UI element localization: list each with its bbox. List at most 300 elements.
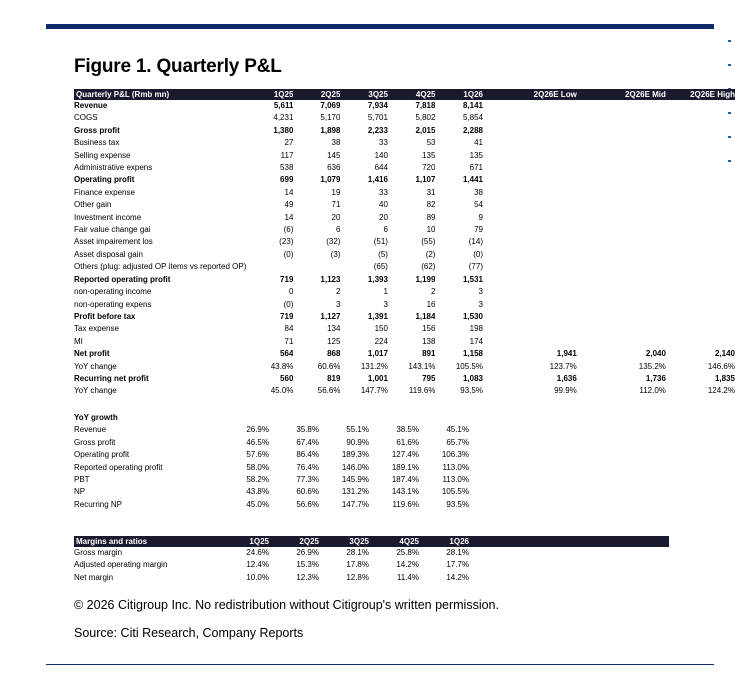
row-value: (32) xyxy=(326,237,341,247)
row-value: (0) xyxy=(283,249,294,259)
row-value xyxy=(483,162,577,174)
row-value xyxy=(666,125,735,137)
header-period: 4Q25 xyxy=(388,89,436,100)
row-label: Operating profit xyxy=(74,175,135,185)
row-value: 76.4% xyxy=(296,462,319,472)
row-filler xyxy=(469,559,669,571)
row-value: 3 xyxy=(383,299,388,309)
row-value xyxy=(577,249,666,261)
row-value: 57.6% xyxy=(246,450,269,460)
row-value: 86.4% xyxy=(296,450,319,460)
header-period: 2Q26E Low xyxy=(483,89,577,100)
row-value: 5,802 xyxy=(415,113,436,123)
row-value: 135.2% xyxy=(638,361,666,371)
row-value xyxy=(577,236,666,248)
row-value: 3 xyxy=(478,287,483,297)
table-row xyxy=(74,174,735,186)
row-value: 1,158 xyxy=(462,349,483,359)
row-value: (6) xyxy=(283,225,294,235)
table-row xyxy=(74,499,469,511)
row-value: (55) xyxy=(421,237,436,247)
row-value: 8,141 xyxy=(462,101,483,110)
row-value: 189.3% xyxy=(341,450,369,460)
header-period: 3Q25 xyxy=(319,536,369,547)
row-value: 17.7% xyxy=(446,560,469,570)
table-row xyxy=(74,323,735,335)
row-label: non-operating income xyxy=(74,287,152,297)
row-value: 38.5% xyxy=(396,425,419,435)
row-value: 1,531 xyxy=(462,274,483,284)
row-value: 7,818 xyxy=(415,101,436,110)
row-value xyxy=(577,323,666,335)
row-value: 67.4% xyxy=(296,437,319,447)
header-period: 2Q26E High xyxy=(666,89,735,100)
row-value xyxy=(666,274,735,286)
row-value: 117 xyxy=(280,150,294,160)
row-label: Investment income xyxy=(74,212,142,222)
row-label: Tax expense xyxy=(74,324,119,334)
row-value: (0) xyxy=(283,299,294,309)
row-value: 82 xyxy=(426,200,436,210)
row-value: 3 xyxy=(478,299,483,309)
row-value: 1,107 xyxy=(415,175,436,185)
row-value: (77) xyxy=(468,262,483,272)
row-label: YoY change xyxy=(74,386,117,396)
row-label: Recurring net profit xyxy=(74,373,149,383)
row-value: 187.4% xyxy=(391,475,419,485)
row-value: 25.8% xyxy=(396,548,419,557)
row-value: (62) xyxy=(421,262,436,272)
row-value: 41 xyxy=(474,138,483,148)
row-label: Revenue xyxy=(74,425,107,435)
row-value xyxy=(666,286,735,298)
row-label: Adjusted operating margin xyxy=(74,560,168,570)
row-value xyxy=(577,212,666,224)
row-value: 127.4% xyxy=(391,450,419,460)
row-value: 33 xyxy=(379,187,388,197)
row-value: 56.6% xyxy=(296,499,319,509)
row-value: 2 xyxy=(335,287,341,297)
source-note: Source: Citi Research, Company Reports xyxy=(74,626,304,640)
row-value: 14 xyxy=(284,187,294,197)
row-value xyxy=(483,249,577,261)
row-value: 150 xyxy=(374,324,388,334)
row-value: 1,393 xyxy=(367,274,388,284)
row-label: Recurring NP xyxy=(74,499,123,509)
table-row xyxy=(74,162,735,174)
row-value: 795 xyxy=(422,373,436,383)
table-row xyxy=(74,559,669,571)
row-value xyxy=(246,261,293,273)
row-value: 891 xyxy=(422,349,436,359)
row-value: 1,636 xyxy=(556,373,577,383)
row-value: 0 xyxy=(288,287,294,297)
row-label: Gross margin xyxy=(74,548,123,557)
table-row xyxy=(74,336,735,348)
row-value xyxy=(577,137,666,149)
row-value xyxy=(666,174,735,186)
row-value: 5,170 xyxy=(320,113,341,123)
row-value xyxy=(483,261,577,273)
table-row xyxy=(74,137,735,149)
header-period: 1Q25 xyxy=(219,536,269,547)
row-value: 1,001 xyxy=(367,373,388,383)
figure-title: Figure 1. Quarterly P&L xyxy=(74,56,282,77)
row-value: 156 xyxy=(422,324,436,334)
row-value: 28.1% xyxy=(446,548,469,557)
row-value: 71 xyxy=(284,336,294,346)
row-value xyxy=(666,187,735,199)
row-label: Other gain xyxy=(74,200,112,210)
row-value: 17.8% xyxy=(346,560,369,570)
table-row xyxy=(74,236,735,248)
row-value: 1,898 xyxy=(320,125,341,135)
row-value: 135 xyxy=(469,150,483,160)
table-row xyxy=(74,299,735,311)
row-value: 54 xyxy=(474,200,483,210)
top-rule xyxy=(46,24,714,29)
row-value: 14.2% xyxy=(446,572,469,582)
row-value xyxy=(577,125,666,137)
row-value: 1,941 xyxy=(556,349,577,359)
row-value xyxy=(666,323,735,335)
table-row xyxy=(74,125,735,137)
row-value xyxy=(483,311,577,323)
row-value xyxy=(577,224,666,236)
row-value: 33 xyxy=(379,138,388,148)
row-value: 99.9% xyxy=(554,386,577,396)
row-value: 719 xyxy=(280,274,294,284)
row-value: 93.5% xyxy=(460,386,483,396)
row-value: 27 xyxy=(284,138,294,148)
table-row xyxy=(74,486,469,498)
row-value: 5,611 xyxy=(273,101,294,110)
row-value xyxy=(483,174,577,186)
row-value xyxy=(577,286,666,298)
row-value xyxy=(483,199,577,211)
row-label: MI xyxy=(74,336,83,346)
row-value xyxy=(577,299,666,311)
margins-table-header xyxy=(74,536,669,547)
header-filler xyxy=(469,536,669,547)
row-value: 1,835 xyxy=(714,373,735,383)
row-value: 56.6% xyxy=(317,386,341,396)
table-row xyxy=(74,212,735,224)
row-value: 1,123 xyxy=(320,274,341,284)
row-value: 60.6% xyxy=(296,487,319,497)
row-value xyxy=(577,311,666,323)
row-value: 131.2% xyxy=(341,487,369,497)
row-value: 538 xyxy=(280,163,294,173)
row-value xyxy=(483,100,577,112)
row-value: (2) xyxy=(425,249,436,259)
row-value: 189.1% xyxy=(391,462,419,472)
row-value: 143.1% xyxy=(408,361,436,371)
row-label: Business tax xyxy=(74,138,120,148)
row-label: COGS xyxy=(74,113,98,123)
row-label: Net margin xyxy=(74,572,114,582)
row-value: 134 xyxy=(327,324,341,334)
table-row xyxy=(74,261,735,273)
row-value xyxy=(666,199,735,211)
row-value: 2,140 xyxy=(714,349,735,359)
row-value: 113.0% xyxy=(442,475,469,485)
row-value: 119.6% xyxy=(408,386,436,396)
row-value: 868 xyxy=(327,349,341,359)
table-row xyxy=(74,224,735,236)
row-value: 14 xyxy=(284,212,294,222)
pl-table xyxy=(74,89,735,398)
row-value xyxy=(666,336,735,348)
table-row xyxy=(74,474,469,486)
row-value: 146.6% xyxy=(707,361,735,371)
row-value xyxy=(577,174,666,186)
row-value: 719 xyxy=(280,311,294,321)
row-value: 2,288 xyxy=(462,125,483,135)
row-value: 1,127 xyxy=(320,311,341,321)
table-row xyxy=(74,187,735,199)
row-value xyxy=(577,274,666,286)
row-value xyxy=(577,336,666,348)
row-value: 119.6% xyxy=(392,499,419,509)
row-value: 14.2% xyxy=(396,560,419,570)
row-value: 61.6% xyxy=(396,437,419,447)
table-row xyxy=(74,311,735,323)
row-label: Administrative expens xyxy=(74,163,153,173)
row-value xyxy=(483,224,577,236)
pl-table-header xyxy=(74,89,735,100)
row-value: 147.7% xyxy=(360,386,388,396)
row-value xyxy=(666,311,735,323)
table-row xyxy=(74,199,735,211)
header-period: 1Q26 xyxy=(435,89,483,100)
table-row xyxy=(74,100,735,112)
row-value: 1,391 xyxy=(367,311,388,321)
table-row xyxy=(74,462,469,474)
table-row xyxy=(74,373,735,385)
row-label: NP xyxy=(74,487,86,497)
row-value: 12.4% xyxy=(246,560,269,570)
row-value: 90.9% xyxy=(346,437,369,447)
row-value: 106.3% xyxy=(441,450,469,460)
row-value: 43.8% xyxy=(270,361,294,371)
row-value: 16 xyxy=(426,299,436,309)
row-value xyxy=(666,212,735,224)
header-period: 2Q25 xyxy=(269,536,319,547)
row-label: Net profit xyxy=(74,349,110,359)
row-value xyxy=(666,261,735,273)
row-value: (5) xyxy=(378,249,388,259)
row-value: 146.0% xyxy=(341,462,369,472)
row-value: 2,015 xyxy=(415,125,436,135)
row-value xyxy=(666,249,735,261)
row-value: 58.0% xyxy=(246,462,269,472)
row-value: (0) xyxy=(473,249,483,259)
row-value: (14) xyxy=(468,237,483,247)
yoy-title: YoY growth xyxy=(74,413,118,422)
table-row xyxy=(74,274,735,286)
table-row xyxy=(74,572,669,584)
row-value xyxy=(577,100,666,112)
row-value: 40 xyxy=(379,200,388,210)
row-value: 31 xyxy=(426,187,436,197)
row-value: 11.4% xyxy=(396,572,419,582)
row-value: 49 xyxy=(284,200,294,210)
row-value xyxy=(483,137,577,149)
row-value: 38 xyxy=(331,138,341,148)
row-value: (65) xyxy=(373,262,388,272)
row-label: Profit before tax xyxy=(74,311,136,321)
margins-table xyxy=(74,536,669,584)
row-value xyxy=(483,274,577,286)
row-value xyxy=(483,112,577,124)
header-label: Margins and ratios xyxy=(74,536,219,547)
row-value xyxy=(483,299,577,311)
row-label: Operating profit xyxy=(74,450,130,460)
row-value: 819 xyxy=(327,373,341,383)
row-value: 60.6% xyxy=(317,361,341,371)
row-value: 145 xyxy=(327,150,341,160)
yoy-title-row xyxy=(74,412,469,424)
row-value xyxy=(666,112,735,124)
row-label: Reported operating profit xyxy=(74,462,163,472)
row-value: 671 xyxy=(469,163,483,173)
row-value: 24.6% xyxy=(246,548,269,557)
row-value: 564 xyxy=(280,349,294,359)
table-row xyxy=(74,150,735,162)
header-period: 4Q25 xyxy=(369,536,419,547)
row-label: Asset disposal gain xyxy=(74,249,143,259)
row-value: 125 xyxy=(327,336,341,346)
row-value: 147.7% xyxy=(341,499,369,509)
row-value xyxy=(666,100,735,112)
row-value: 1,530 xyxy=(462,311,483,321)
row-value xyxy=(666,162,735,174)
row-value: 699 xyxy=(280,175,294,185)
row-value: 2,233 xyxy=(367,125,388,135)
row-value xyxy=(666,150,735,162)
row-value: 143.1% xyxy=(391,487,419,497)
row-value: 198 xyxy=(469,324,483,334)
row-value xyxy=(666,224,735,236)
row-value: 4,231 xyxy=(273,113,294,123)
row-value xyxy=(666,299,735,311)
row-value: 224 xyxy=(374,336,388,346)
row-filler xyxy=(469,572,669,584)
table-row xyxy=(74,424,469,436)
row-value: 105.5% xyxy=(455,361,483,371)
row-value: 26.9% xyxy=(296,548,319,557)
row-value: 20 xyxy=(379,212,388,222)
row-value: 2 xyxy=(431,287,436,297)
row-value: 20 xyxy=(331,212,341,222)
row-value: 10 xyxy=(426,225,436,235)
row-value: 131.2% xyxy=(360,361,388,371)
table-row xyxy=(74,385,735,397)
row-value: 45.0% xyxy=(270,386,294,396)
row-value: (23) xyxy=(279,237,294,247)
row-value: 26.9% xyxy=(246,425,269,435)
row-value: 65.7% xyxy=(446,437,469,447)
row-label: Others (plug: adjusted OP items vs reported OP) xyxy=(74,262,247,272)
row-label: Asset impairement los xyxy=(74,237,153,247)
row-value: 46.5% xyxy=(246,437,269,447)
row-label: Gross profit xyxy=(74,125,120,135)
row-value: 58.2% xyxy=(246,475,269,485)
row-value: 6 xyxy=(383,225,388,235)
row-value: 124.2% xyxy=(707,386,735,396)
table-row xyxy=(74,437,469,449)
row-value xyxy=(483,125,577,137)
row-value: 5,854 xyxy=(462,113,483,123)
row-value xyxy=(483,212,577,224)
table-row xyxy=(74,449,469,461)
row-value xyxy=(483,187,577,199)
row-value: 113.0% xyxy=(442,462,469,472)
row-label: YoY change xyxy=(74,361,117,371)
row-value: 1,083 xyxy=(462,373,483,383)
row-value: 45.0% xyxy=(246,499,269,509)
header-period: 3Q25 xyxy=(340,89,388,100)
row-value: 720 xyxy=(422,163,436,173)
row-value xyxy=(577,162,666,174)
row-value xyxy=(577,187,666,199)
row-value: 77.3% xyxy=(296,475,319,485)
row-value xyxy=(483,286,577,298)
row-label: Gross profit xyxy=(74,437,116,447)
table-row xyxy=(74,348,735,360)
row-label: non-operating expens xyxy=(74,299,152,309)
yoy-growth-table xyxy=(74,412,469,511)
row-value xyxy=(483,236,577,248)
row-value: 644 xyxy=(374,163,388,173)
row-value xyxy=(577,112,666,124)
row-value: 55.1% xyxy=(346,425,369,435)
row-value: 45.1% xyxy=(446,425,469,435)
row-filler xyxy=(469,547,669,559)
row-value xyxy=(666,236,735,248)
row-value: 6 xyxy=(335,225,341,235)
row-value: 38 xyxy=(474,187,483,197)
row-label: Fair value change gai xyxy=(74,225,151,235)
row-value: 7,069 xyxy=(320,101,341,110)
row-value: 1,184 xyxy=(415,311,436,321)
row-value: 84 xyxy=(284,324,294,334)
row-value: 1,736 xyxy=(645,373,666,383)
row-value: 28.1% xyxy=(346,548,369,557)
header-period: 2Q26E Mid xyxy=(577,89,666,100)
row-value xyxy=(483,150,577,162)
row-value: 123.7% xyxy=(549,361,577,371)
row-value: 53 xyxy=(426,138,436,148)
row-value: 1 xyxy=(383,287,388,297)
header-period: 2Q25 xyxy=(293,89,340,100)
row-value: 560 xyxy=(280,373,294,383)
table-row xyxy=(74,361,735,373)
row-value: 15.3% xyxy=(296,560,319,570)
row-value: 145.9% xyxy=(341,475,369,485)
row-value: 71 xyxy=(331,200,341,210)
row-value: 140 xyxy=(374,150,388,160)
row-value: 1,079 xyxy=(320,175,341,185)
row-value xyxy=(577,261,666,273)
row-value xyxy=(483,336,577,348)
row-value: 1,017 xyxy=(367,349,388,359)
row-value: 2,040 xyxy=(645,349,666,359)
row-value: 1,380 xyxy=(273,125,294,135)
row-value: 636 xyxy=(327,163,341,173)
row-value xyxy=(577,150,666,162)
